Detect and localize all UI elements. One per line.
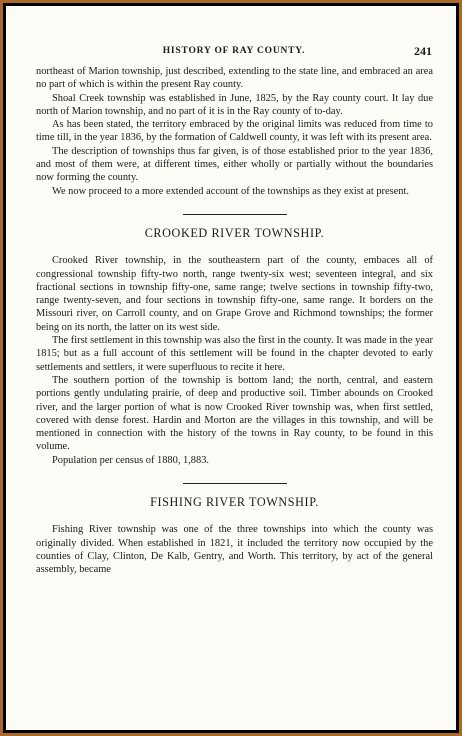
section-divider	[183, 214, 287, 215]
paragraph: Fishing River township was one of the three townships into which the county was originally divided. When established in 1821, it included the territory now occupied by the counties of Clay, Clinton, De Kalb, Gentry, and Worth. This territory, by act of the general assembly, became	[36, 524, 433, 576]
section-divider	[183, 483, 287, 484]
paragraph: The description of townships thus far given, is of those established prior to the year 1836, and most of them were, at different times, either wholly or partially without the boundaries now forming the county.	[36, 145, 433, 184]
paragraph: The southern portion of the township is bottom land; the north, central, and eastern portions gently undulating prairie, of deep and productive soil. Timber abounds on Crooked river, and the larger portion of what is now Crooked River township was, when first settled, covered with dense forest. Hardin and Morton are the villages in this township, and will be mentioned in connection with the history of the towns in Ray county, to be found in this volume.	[36, 374, 433, 453]
paragraph: northeast of Marion township, just described, extending to the state line, and embraced an area no part of which is within the present Ray county.	[36, 66, 433, 91]
page-frame	[3, 3, 459, 733]
page-number: 241	[414, 44, 432, 58]
paragraph: Crooked River township, in the southeastern part of the county, embaces all of congressional township fifty-two north, range twenty-six west; seventeen integral, and six fractional sections in township fifty-one, same range; twelve sections in township fifty-two, range twenty-seven, and four sections in township fifty-one, same range. It borders on the Missouri river, on Carroll county, and on Grape Grove and Richmond townships; the former being on its north, the latter on its west side.	[36, 255, 433, 333]
book-page	[6, 6, 456, 730]
page-body	[36, 65, 433, 577]
running-title: HISTORY OF RAY COUNTY.	[162, 46, 306, 56]
paragraph: Shoal Creek township was established in June, 1825, by the Ray county court. It lay due north of Marion township, and no part of it is in the Ray county of to-day.	[36, 92, 433, 117]
section-heading-fishing-river: FISHING RIVER TOWNSHIP.	[150, 495, 319, 510]
paragraph: Population per census of 1880, 1,883.	[52, 454, 209, 466]
section-heading-crooked-river: CROOKED RIVER TOWNSHIP.	[144, 225, 325, 240]
paragraph: As has been stated, the territory embraced by the original limits was reduced from time to time till, in the year 1836, by the formation of Caldwell county, it was left with its present area.	[36, 119, 433, 144]
paragraph: The first settlement in this township was also the first in the county. It was made in the year 1815; but as a full account of this settlement will be found in the chapter devoted to early settlements and settlers, it were superfluous to recite it here.	[36, 335, 433, 373]
paragraph: We now proceed to a more extended account of the townships as they exist at present.	[52, 185, 409, 197]
running-header	[36, 44, 432, 58]
